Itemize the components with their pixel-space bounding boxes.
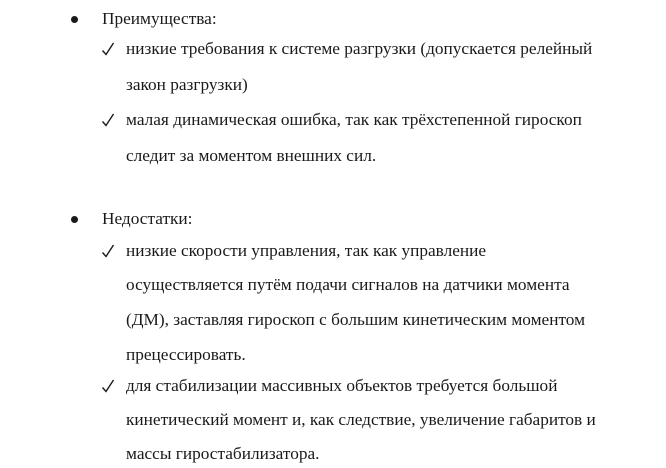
advantage-item-2-line-1: малая динамическая ошибка, так как трёхстепенной гироскоп (126, 110, 582, 129)
disadvantage-item-1-line-3: (ДМ), заставляя гироскоп с большим кинетическим моментом (126, 310, 586, 329)
advantage-item-2-line-2: следит за моментом внешних сил. (126, 146, 377, 165)
checkmark-icon (101, 240, 115, 262)
checkmark-icon (101, 38, 115, 60)
bullet-dot-icon (71, 216, 78, 223)
disadvantage-item-2-line-3: массы гиростабилизатора. (126, 444, 320, 463)
disadvantage-item-1-line-1: низкие скорости управления, так как управление (126, 241, 487, 260)
checkmark-icon (101, 375, 115, 397)
bullet-dot-icon (71, 16, 78, 23)
disadvantage-item-1-line-4: прецессировать. (126, 345, 246, 364)
disadvantages-heading: Недостатки: (102, 209, 193, 228)
disadvantage-item-1-line-2: осуществляется путём подачи сигналов на датчики момента (126, 275, 570, 294)
advantage-item-1-line-2: закон разгрузки) (126, 75, 248, 94)
advantages-heading: Преимущества: (102, 9, 217, 28)
checkmark-icon (101, 109, 115, 131)
disadvantage-item-2-line-2: кинетический момент и, как следствие, увеличение габаритов и (126, 410, 596, 429)
advantage-item-1-line-1: низкие требования к системе разгрузки (допускается релейный (126, 39, 593, 58)
disadvantage-item-2-line-1: для стабилизации массивных объектов требуется большой (126, 376, 558, 395)
